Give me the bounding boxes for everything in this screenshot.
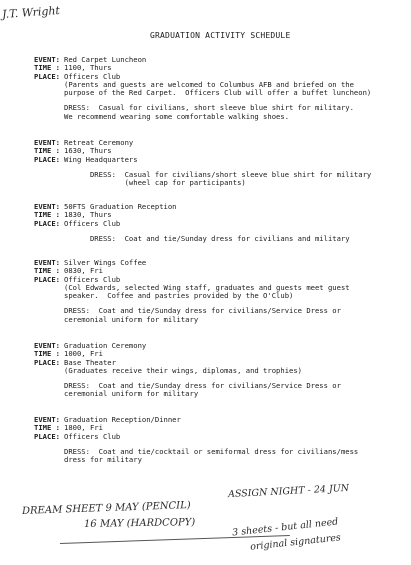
place-label: PLACE: [34,357,60,367]
handwritten-note-line2: original signatures [249,532,342,553]
time-label: TIME : [34,349,60,359]
event-label: EVENT: [34,202,60,211]
event-name: 50FTS Graduation Reception [64,202,177,211]
event-time: 1100, Thurs [64,63,112,73]
event-label: EVENT: [34,138,60,147]
event-name: Graduation Reception/Dinner [64,415,181,424]
place-label: PLACE: [34,431,60,441]
event-dress: DRESS: Casual for civilians/short sleeve blue shirt for military (wheel cap for participants) [89,169,372,188]
event-dress: DRESS: Coat and tie/Sunday dress for civilians and military [64,233,350,243]
event-time: 1630, Thurs [64,146,112,156]
time-label: TIME : [34,63,60,73]
event-place: Officers Club [64,218,121,228]
time-label: TIME : [34,146,60,156]
place-label: PLACE: [34,71,60,81]
time-label: TIME : [34,423,60,433]
handwritten-dream-sheet-line1: DREAM SHEET 9 MAY (PENCIL) [21,500,191,517]
handwritten-name: J.T. Wright [1,3,61,22]
event-label: EVENT: [34,258,60,267]
document-title: GRADUATION ACTIVITY SCHEDULE [150,31,291,40]
event-block [24,56,404,121]
time-label: TIME : [34,266,60,276]
event-dress: DRESS: Coat and tie/Sunday dress for civilians/Service Dress or ceremonial uniform for military [64,381,341,399]
event-time: 1830, Thurs [64,210,112,220]
event-dress: DRESS: Coat and tie/cocktail or semiformal dress for civilians/mess dress for military [64,446,359,465]
place-label: PLACE: [34,218,60,228]
time-label: TIME : [34,210,60,220]
event-name: Retreat Ceremony [64,138,134,147]
event-dress: DRESS: Casual for civilians, short sleeve blue shirt for military. We recommend wearing some comfortable walking shoes. [64,103,354,121]
handwritten-assign-night: ASSIGN NIGHT - 24 JUN [227,482,350,501]
event-block [24,416,404,464]
event-name: Red Carpet Luncheon [64,55,147,64]
event-block [24,259,404,324]
event-place: Base Theater [64,357,116,367]
event-time: 1800, Fri [64,423,103,433]
handwritten-dream-sheet-line2: 16 MAY (HARDCOPY) [83,517,196,530]
event-note: (Graduates receive their wings, diplomas, and trophies) [64,365,302,375]
event-label: EVENT: [34,415,60,424]
event-block [24,342,404,399]
event-time: 1000, Fri [64,349,103,359]
place-label: PLACE: [34,274,60,284]
handwritten-note-line1: 3 sheets - but all need [231,516,339,539]
event-name: Silver Wings Coffee [64,258,147,267]
place-label: PLACE: [34,154,60,164]
event-label: EVENT: [34,341,60,350]
event-label: EVENT: [34,55,60,64]
event-block [24,203,404,243]
event-name: Graduation Ceremony [64,341,147,350]
event-block [24,139,404,187]
event-note: (Col Edwards, selected Wing staff, graduates and guests meet guest speaker. Coffee and pastries provided by the O'Club) [64,282,350,301]
event-place: Officers Club [64,274,121,284]
event-time: 0830, Fri [64,266,103,276]
event-place: Wing Headquarters [64,154,138,164]
event-place: Officers Club [64,431,121,441]
event-note: (Parents and guests are welcomed to Columbus AFB and briefed on the purpose of the Red Carpet. Officers Club will offer a buffet luncheon) [64,79,372,98]
event-dress: DRESS: Coat and tie/Sunday dress for civilians/Service Dress or ceremonial uniform for military [64,306,341,324]
event-place: Officers Club [64,71,121,81]
